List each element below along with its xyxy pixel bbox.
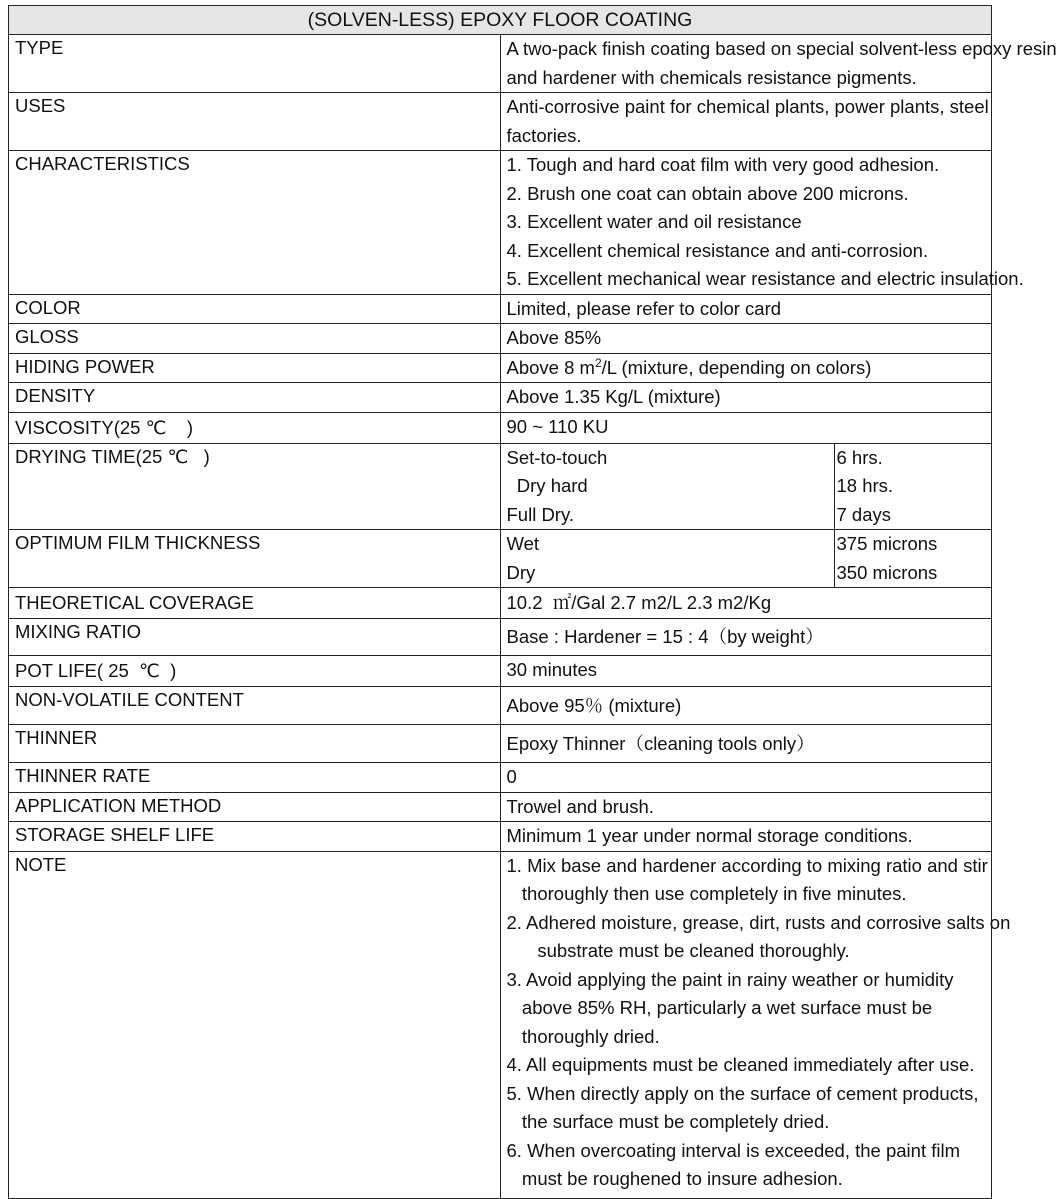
sheet-title: (SOLVEN-LESS) EPOXY FLOOR COATING [9,6,992,35]
film-thickness-subtable [501,530,992,587]
note-line: 5. When directly apply on the surface of cement products, [506,1082,979,1104]
row-film-thickness [9,530,992,588]
label-pot-life: POT LIFE( 25 ℃ ) [9,656,501,687]
row-characteristics [9,151,992,295]
value-gloss: Above 85% [500,324,992,354]
drying-time-subtable [501,444,992,530]
label-film-thickness: OPTIMUM FILM THICKNESS [9,530,501,588]
drying-item-name: Full Dry. [506,503,574,525]
row-viscosity [9,412,992,443]
drying-item [501,444,992,473]
label-coverage: THEORETICAL COVERAGE [9,588,501,619]
label-non-volatile: NON-VOLATILE CONTENT [9,687,501,725]
label-characteristics: CHARACTERISTICS [9,151,501,295]
row-note [9,851,992,1198]
characteristic-line: 4. Excellent chemical resistance and anti-corrosion. [506,239,929,261]
hiding-power-post: /L (mixture, depending on colors) [601,356,872,378]
value-uses [500,93,992,151]
label-type: TYPE [9,35,501,93]
row-color [9,294,992,324]
uses-line: Anti-corrosive paint for chemical plants, power plants, steel [506,96,989,117]
characteristic-line: 1. Tough and hard coat film with very good adhesion. [506,154,940,175]
thickness-item-value: 375 microns [834,530,991,559]
value-color: Limited, please refer to color card [500,294,992,324]
note-line: 1. Mix base and hardener according to mixing ratio and stir [506,854,988,876]
row-shelf-life [9,822,992,852]
label-mixing-ratio: MIXING RATIO [9,619,501,656]
row-pot-life [9,656,992,687]
value-density: Above 1.35 Kg/L (mixture) [500,383,992,413]
drying-item [501,472,992,501]
uses-line: factories. [506,124,582,146]
label-thinner: THINNER [9,725,501,763]
row-uses [9,93,992,151]
label-shelf-life: STORAGE SHELF LIFE [9,822,501,852]
label-density: DENSITY [9,383,501,413]
value-hiding-power [500,353,992,383]
value-thinner: Epoxy Thinner（cleaning tools only） [500,725,992,763]
title-row [9,6,992,35]
label-hiding-power: HIDING POWER [9,353,501,383]
drying-item-value: 7 days [834,501,991,530]
value-note [500,851,1011,1198]
drying-item [501,501,992,530]
thickness-item-name: Wet [506,533,540,554]
value-film-thickness [500,530,992,588]
note-line: the surface must be completely dried. [506,1111,830,1132]
value-characteristics [500,151,1024,295]
spec-sheet [8,5,1057,1199]
thickness-item [501,559,992,588]
note-line: substrate must be cleaned thoroughly. [506,940,850,961]
value-shelf-life: Minimum 1 year under normal storage conditions. [500,822,992,852]
note-line: must be roughened to insure adhesion. [506,1168,843,1189]
row-density [9,383,992,413]
label-application: APPLICATION METHOD [9,792,501,822]
row-application [9,792,992,822]
row-drying-time [9,443,992,530]
label-uses: USES [9,93,501,151]
drying-item-name: Dry hard [506,475,588,496]
note-line: 4. All equipments must be cleaned immediately after use. [506,1054,975,1075]
value-coverage: 10.2 ㎡/Gal 2.7 m2/L 2.3 m2/Kg [500,588,992,619]
drying-item-name: Set-to-touch [506,446,608,468]
hiding-power-sup: 2 [594,355,602,370]
label-note: NOTE [9,851,501,1198]
value-viscosity: 90 ~ 110 KU [500,412,992,443]
note-line: 3. Avoid applying the paint in rainy weather or humidity [506,968,954,990]
spec-table [8,5,1057,1199]
value-type [500,35,1057,93]
thickness-item-value: 350 microns [834,559,991,588]
type-line: and hardener with chemicals resistance pigments. [506,66,917,88]
label-color: COLOR [9,294,501,324]
row-non-volatile [9,687,992,725]
row-coverage [9,588,992,619]
note-line: above 85% RH, particularly a wet surface must be [506,997,933,1018]
note-line: 6. When overcoating interval is exceeded, the paint film [506,1139,960,1161]
row-thinner [9,725,992,763]
row-gloss [9,324,992,354]
label-gloss: GLOSS [9,324,501,354]
characteristic-line: 3. Excellent water and oil resistance [506,211,802,232]
thickness-item [501,530,992,559]
value-thinner-rate: 0 [500,763,992,793]
row-mixing-ratio [9,619,992,656]
value-pot-life: 30 minutes [500,656,992,687]
characteristic-line: 2. Brush one coat can obtain above 200 microns. [506,182,909,204]
thickness-item-name: Dry [506,561,536,583]
row-thinner-rate [9,763,992,793]
value-non-volatile: Above 95％ (mixture) [500,687,992,725]
note-line: 2. Adhered moisture, grease, dirt, rusts and corrosive salts on [506,911,1011,933]
row-type [9,35,992,93]
characteristic-line: 5. Excellent mechanical wear resistance and electric insulation. [506,268,1024,289]
value-application: Trowel and brush. [500,792,992,822]
hiding-power-pre: Above 8 m [506,356,595,378]
row-hiding-power [9,353,992,383]
label-thinner-rate: THINNER RATE [9,763,501,793]
value-mixing-ratio: Base : Hardener = 15 : 4（by weight） [500,619,992,656]
note-line: thoroughly dried. [506,1025,660,1047]
type-line: A two-pack finish coating based on special solvent-less epoxy resin [506,38,1057,59]
note-line: thoroughly then use completely in five minutes. [506,883,907,904]
label-viscosity: VISCOSITY(25 ℃ ) [9,412,501,443]
drying-item-value: 6 hrs. [834,444,991,473]
value-drying-time [500,443,992,530]
drying-item-value: 18 hrs. [834,472,991,501]
label-drying-time: DRYING TIME(25 ℃ ) [9,443,501,530]
